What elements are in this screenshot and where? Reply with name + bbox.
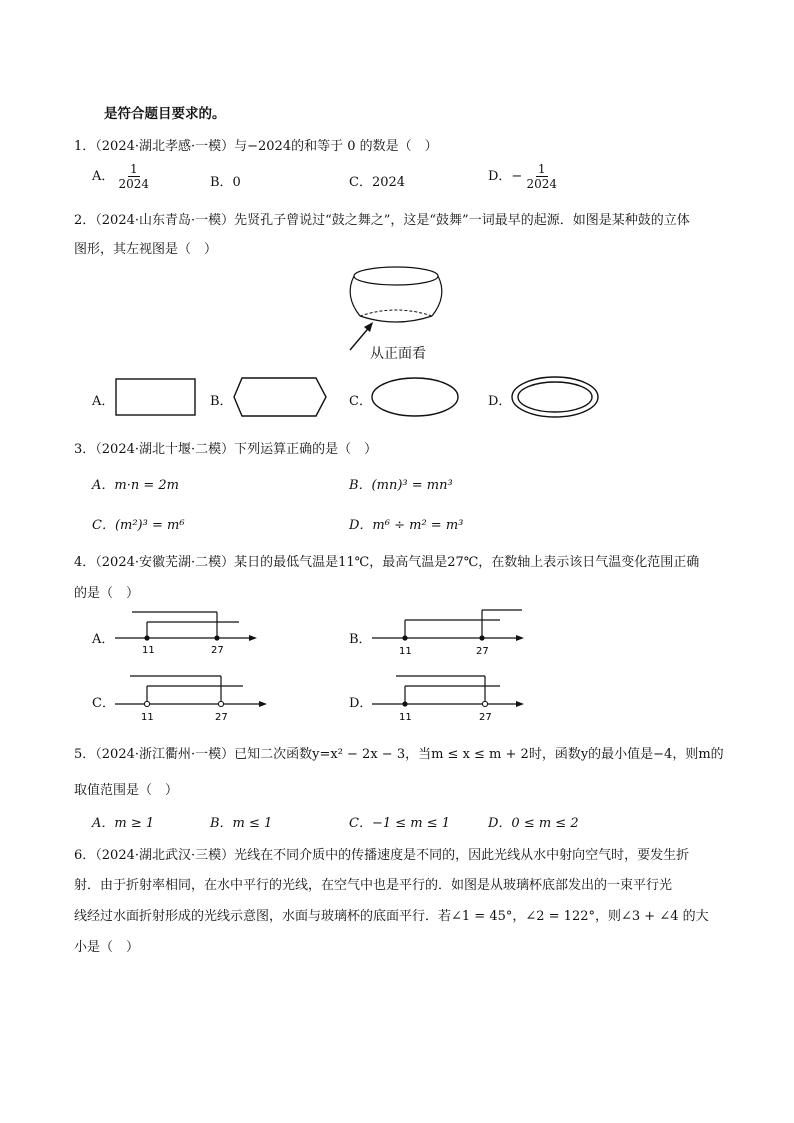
question-6-line2: 射．由于折射率相同，在水中平行的光线，在空气中也是平行的．如图是从玻璃杯底部发出的一束平行光	[74, 878, 673, 893]
drum-top-ellipse	[354, 267, 438, 285]
q2-option-a-rectangle	[115, 378, 197, 418]
solid-dot-high	[214, 635, 219, 640]
tick-label-low: 11	[142, 645, 155, 656]
question-2-line2: 图形，其左视图是（ ）	[74, 242, 218, 257]
q4-option-d-numberline	[372, 672, 532, 724]
q2-option-d-double-ellipse	[511, 376, 601, 420]
q5-option-b: B．m ≤ 1	[210, 816, 273, 831]
q1-option-d-fraction: $\frac{1}{2024}$	[526, 162, 558, 191]
tick-label-high: 27	[211, 645, 224, 656]
tick-label-high: 27	[476, 646, 489, 657]
tick-label-high: 27	[479, 712, 492, 723]
q4-option-c-label: C．	[92, 696, 115, 711]
question-5-line2: 取值范围是（ ）	[74, 783, 179, 798]
q1-option-a-fraction: $\frac{1}{2024}$	[118, 162, 150, 191]
question-2-line1: 2．（2024·山东青岛·一模）先贤孔子曾说过“鼓之舞之”，这是“鼓舞”一词最早的起源．如图是某种鼓的立体	[74, 213, 690, 228]
axis-arrow	[516, 635, 524, 641]
tick-label-low: 11	[399, 646, 412, 657]
solid-dot-low	[402, 701, 407, 706]
q4-option-b-label: B．	[349, 632, 372, 647]
q2-option-b-label: B．	[210, 394, 233, 409]
question-6-line3: 线经过水面折射形成的光线示意图，水面与玻璃杯的底面平行．若∠1 = 45°，∠2 = 122°，则∠3 + ∠4 的大	[74, 909, 709, 924]
solid-dot-low	[144, 635, 149, 640]
axis-arrow	[259, 701, 267, 707]
q4-option-a-label: A．	[92, 632, 115, 647]
q5-option-c: C．−1 ≤ m ≤ 1	[349, 816, 451, 831]
tick-label-low: 11	[399, 712, 412, 723]
question-4-line1: 4．（2024·安徽芜湖·二模）某日的最低气温是11℃，最高气温是27℃，在数轴上表示该日气温变化范围正确	[74, 555, 700, 570]
q5-option-d: D．0 ≤ m ≤ 2	[488, 816, 579, 831]
question-1-stem: 1．（2024·湖北孝感·一模）与−2024的和等于 0 的数是（ ）	[74, 139, 438, 154]
question-5-line1: 5．（2024·浙江衢州·一模）已知二次函数y=x² − 2x − 3，当m ≤ x ≤ m + 2时，函数y的最小值是−4，则m的	[74, 747, 724, 762]
q2-option-c-label: C．	[349, 394, 372, 409]
question-6-line4: 小是（ ）	[74, 940, 140, 955]
drum-right-side	[432, 276, 442, 316]
tick-label-high: 27	[215, 712, 228, 723]
q5-option-a: A．m ≥ 1	[92, 816, 155, 831]
hollow-dot-low	[144, 701, 149, 706]
question-3-stem: 3．（2024·湖北十堰·二模）下列运算正确的是（ ）	[74, 442, 378, 457]
q3-option-b: B．(mn)³ = mn³	[349, 478, 453, 493]
axis-arrow	[516, 701, 524, 707]
drum-bottom-front	[360, 316, 432, 322]
drum-left-side	[350, 276, 360, 316]
drum-bottom-hidden	[360, 310, 432, 316]
q2-option-a-label: A．	[92, 394, 115, 409]
solid-dot-high	[479, 635, 484, 640]
question-6-line1: 6．（2024·湖北武汉·三模）光线在不同介质中的传播速度是不同的，因此光线从水中射向空气时，要发生折	[74, 848, 690, 863]
q1-option-a: A． $\frac{1}{2024}$	[92, 162, 150, 191]
drum-view-caption: 从正面看	[370, 346, 426, 362]
q3-option-c: C．(m²)³ = m⁶	[92, 518, 185, 533]
axis-arrow	[249, 635, 257, 641]
tick-label-low: 11	[141, 712, 154, 723]
q1-option-b: B．0	[210, 175, 241, 190]
solid-dot-low	[402, 635, 407, 640]
q4-option-d-label: D．	[349, 696, 373, 711]
view-arrow-head	[364, 322, 373, 332]
q3-option-d: D．m⁶ ÷ m² = m³	[349, 518, 464, 533]
section-intro: 是符合题目要求的。	[104, 106, 226, 122]
hollow-dot-high	[218, 701, 223, 706]
hollow-dot-high	[482, 701, 487, 706]
q1-option-d: D．− $\frac{1}{2024}$	[488, 162, 558, 191]
question-4-line2: 的是（ ）	[74, 586, 140, 601]
q4-option-a-numberline	[115, 608, 265, 658]
q1-option-c: C．2024	[349, 175, 406, 190]
q3-option-a: A．m·n = 2m	[92, 478, 179, 493]
q4-option-b-numberline	[372, 606, 532, 658]
q2-option-d-label: D．	[488, 394, 512, 409]
q4-option-c-numberline	[115, 672, 275, 724]
q2-option-c-ellipse	[371, 377, 461, 419]
q2-option-b-hexagon	[232, 377, 328, 419]
